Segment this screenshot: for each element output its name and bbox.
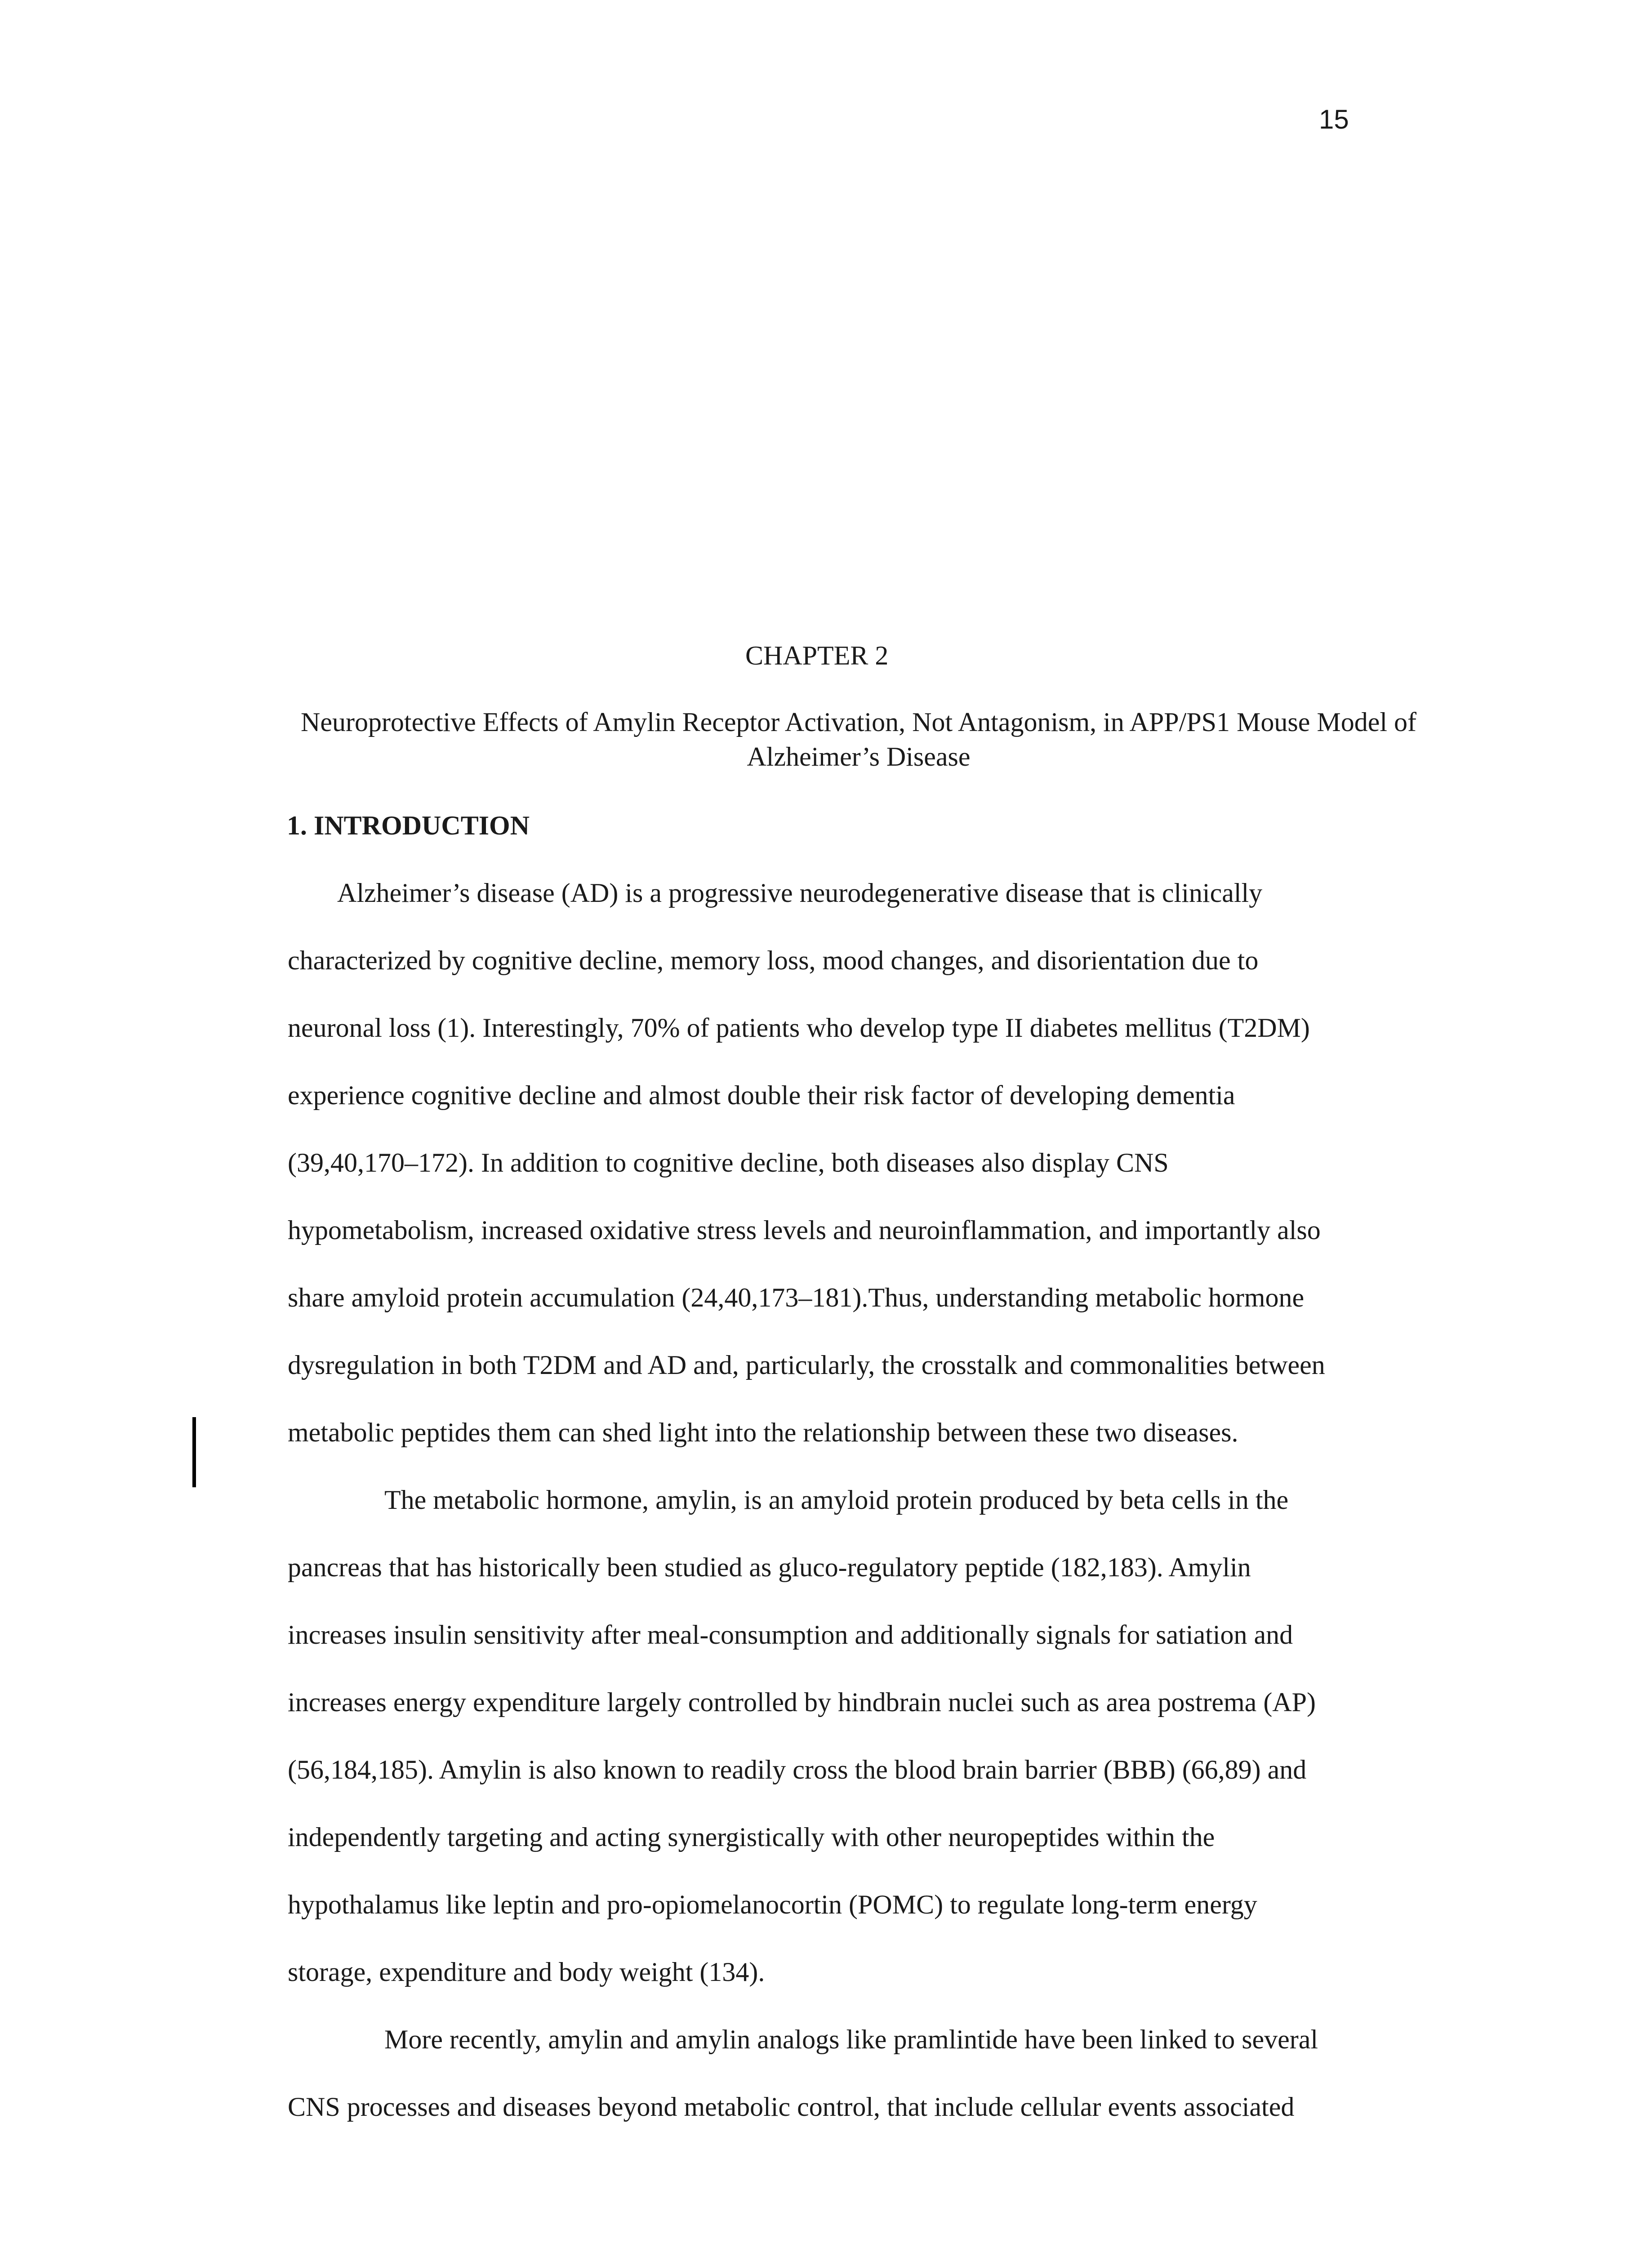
chapter-label: CHAPTER 2 <box>745 641 889 670</box>
section-heading: 1. INTRODUCTION <box>287 811 530 840</box>
body-line: share amyloid protein accumulation (24,40,173–181).Thus, understanding metabolic hormone <box>288 1283 1305 1312</box>
body-line: metabolic peptides them can shed light into the relationship between these two diseases. <box>288 1418 1238 1447</box>
body-line: (56,184,185). Amylin is also known to readily cross the blood brain barrier (BBB) (66,89) and <box>288 1755 1307 1784</box>
chapter-title: Neuroprotective Effects of Amylin Receptor Activation, Not Antagonism, in APP/PS1 Mouse Model of Alzheimer’s Disease <box>301 707 1416 772</box>
body-line: More recently, amylin and amylin analogs like pramlintide have been linked to several <box>384 2025 1318 2054</box>
body-line: CNS processes and diseases beyond metabolic control, that include cellular events associated <box>288 2092 1295 2122</box>
body-line: independently targeting and acting synergistically with other neuropeptides within the <box>288 1822 1215 1852</box>
body-line: The metabolic hormone, amylin, is an amyloid protein produced by beta cells in the <box>384 1485 1289 1515</box>
body-line: storage, expenditure and body weight (134). <box>288 1957 765 1987</box>
body-line: characterized by cognitive decline, memory loss, mood changes, and disorientation due to <box>288 946 1259 975</box>
body-line: hypothalamus like leptin and pro-opiomelanocortin (POMC) to regulate long-term energy <box>288 1890 1257 1919</box>
page-number: 15 <box>1319 104 1349 134</box>
body-line: (39,40,170–172). In addition to cognitive decline, both diseases also display CNS <box>288 1148 1169 1178</box>
body-line: dysregulation in both T2DM and AD and, particularly, the crosstalk and commonalities between <box>288 1350 1325 1380</box>
revision-change-bar <box>192 1417 196 1487</box>
body-line: hypometabolism, increased oxidative stress levels and neuroinflammation, and importantly also <box>288 1215 1321 1245</box>
body-line: Alzheimer’s disease (AD) is a progressive neurodegenerative disease that is clinically <box>337 878 1263 908</box>
body-line: increases insulin sensitivity after meal-consumption and additionally signals for satiation and <box>288 1620 1293 1650</box>
body-line: increases energy expenditure largely controlled by hindbrain nuclei such as area postrema (AP) <box>288 1687 1316 1717</box>
body-line: experience cognitive decline and almost double their risk factor of developing dementia <box>288 1080 1235 1110</box>
body-line: neuronal loss (1). Interestingly, 70% of patients who develop type II diabetes mellitus (T2DM) <box>288 1013 1310 1043</box>
body-line: pancreas that has historically been studied as gluco-regulatory peptide (182,183). Amylin <box>288 1552 1251 1582</box>
